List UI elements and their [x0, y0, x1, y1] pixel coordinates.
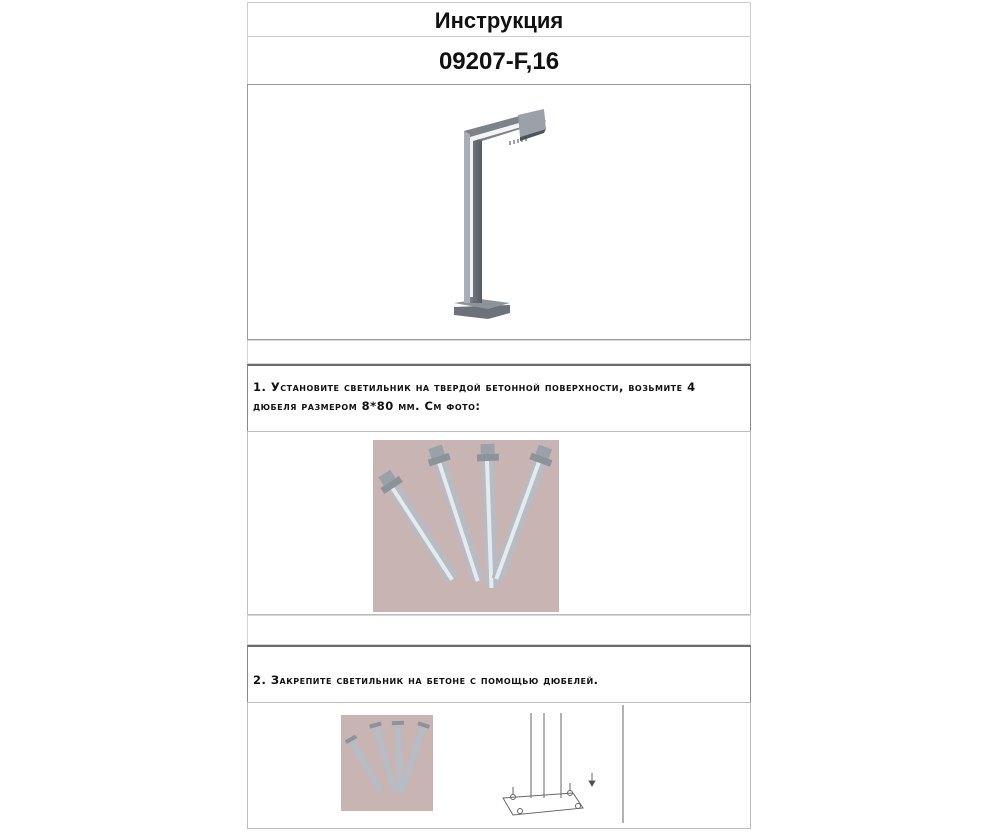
anchor-bolts-photo — [248, 432, 750, 614]
step-2-photo-cell — [247, 702, 751, 829]
document-title: Инструкция — [247, 2, 751, 37]
spacer-row — [247, 615, 751, 645]
step-1-cell — [247, 364, 751, 432]
step-2-cell — [247, 645, 751, 703]
product-image-cell — [247, 84, 751, 340]
bollard-lamp-image — [248, 85, 750, 339]
step-2-text: 2. Закрепите светильник на бетоне с помощью дюбелей. — [253, 673, 599, 687]
model-number: 09207-F,16 — [247, 36, 751, 85]
step-1-text: 1. Установите светильник на твердой бетонной поверхности, возьмите 4 дюбеля размером 8*80 мм. См фото: — [253, 380, 696, 413]
mounting-diagram — [503, 705, 623, 823]
anchor-bolts-photo-small — [341, 715, 433, 811]
step-1-photo-cell — [247, 431, 751, 615]
spacer-row — [247, 340, 751, 364]
